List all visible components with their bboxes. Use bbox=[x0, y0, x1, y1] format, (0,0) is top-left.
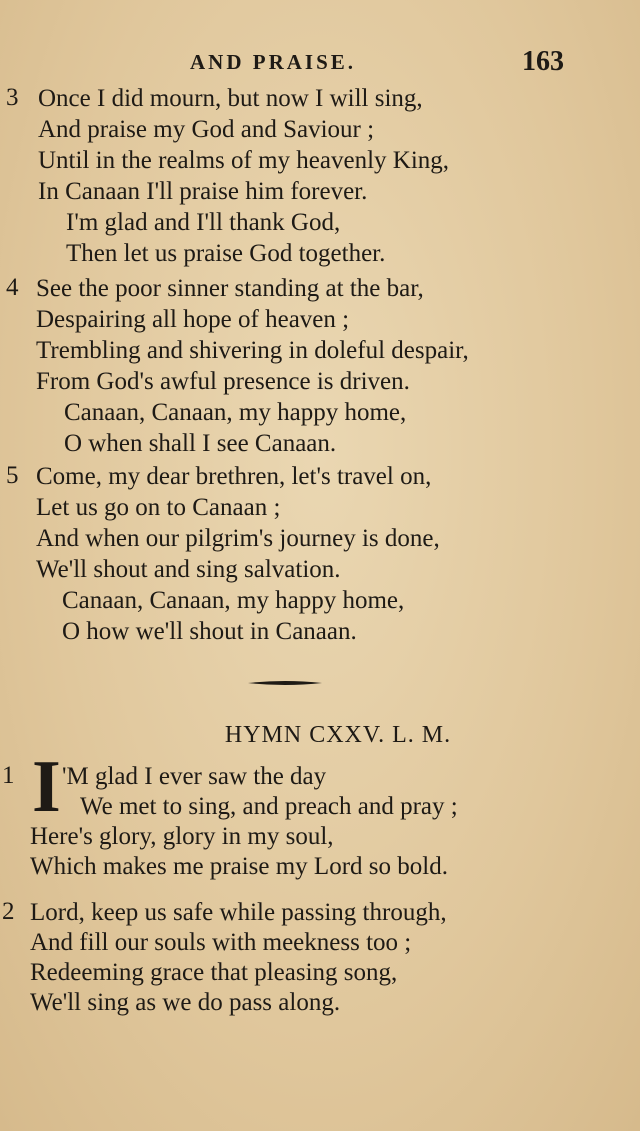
verse-line: We met to sing, and preach and pray ; bbox=[80, 793, 458, 820]
verse-line: And fill our souls with meekness too ; bbox=[30, 929, 412, 956]
verse-line: In Canaan I'll praise him forever. bbox=[38, 178, 368, 205]
refrain-line: O how we'll shout in Canaan. bbox=[62, 618, 357, 645]
verse-line: Which makes me praise my Lord so bold. bbox=[30, 853, 448, 880]
stanza-number: 2 bbox=[2, 898, 15, 925]
stanza-number: 4 bbox=[6, 274, 19, 301]
stanza-number: 5 bbox=[6, 462, 19, 489]
verse-line: Let us go on to Canaan ; bbox=[36, 494, 281, 521]
running-head: AND PRAISE. bbox=[190, 50, 357, 74]
stanza-number: 1 bbox=[2, 762, 15, 789]
verse-line: Despairing all hope of heaven ; bbox=[36, 306, 350, 333]
verse-line: Until in the realms of my heavenly King, bbox=[38, 147, 450, 174]
hymn-title: HYMN CXXV. L. M. bbox=[224, 722, 452, 748]
verse-line: See the poor sinner standing at the bar, bbox=[36, 275, 424, 302]
refrain-line: Canaan, Canaan, my happy home, bbox=[62, 587, 405, 614]
page-header bbox=[0, 46, 640, 82]
refrain-line: Canaan, Canaan, my happy home, bbox=[64, 399, 407, 426]
section-divider bbox=[248, 679, 322, 687]
verse-line: From God's awful presence is driven. bbox=[36, 368, 410, 395]
drop-cap: I bbox=[32, 746, 61, 828]
verse-line: 'M glad I ever saw the day bbox=[62, 763, 327, 790]
stanza-number: 3 bbox=[6, 84, 19, 111]
refrain-line: O when shall I see Canaan. bbox=[64, 430, 337, 457]
verse-line: We'll sing as we do pass along. bbox=[30, 989, 341, 1016]
verse-line: Trembling and shivering in doleful despair, bbox=[36, 337, 469, 364]
verse-line: We'll shout and sing salvation. bbox=[36, 556, 341, 583]
verse-line: Once I did mourn, but now I will sing, bbox=[38, 85, 423, 112]
verse-line: Here's glory, glory in my soul, bbox=[30, 823, 334, 850]
refrain-line: Then let us praise God together. bbox=[66, 240, 386, 267]
page-number: 163 bbox=[522, 46, 564, 77]
verse-line: And praise my God and Saviour ; bbox=[38, 116, 375, 143]
verse-line: Lord, keep us safe while passing through, bbox=[30, 899, 447, 926]
verse-line: Redeeming grace that pleasing song, bbox=[30, 959, 398, 986]
refrain-line: I'm glad and I'll thank God, bbox=[66, 209, 341, 236]
verse-line: Come, my dear brethren, let's travel on, bbox=[36, 463, 432, 490]
verse-line: And when our pilgrim's journey is done, bbox=[36, 525, 440, 552]
